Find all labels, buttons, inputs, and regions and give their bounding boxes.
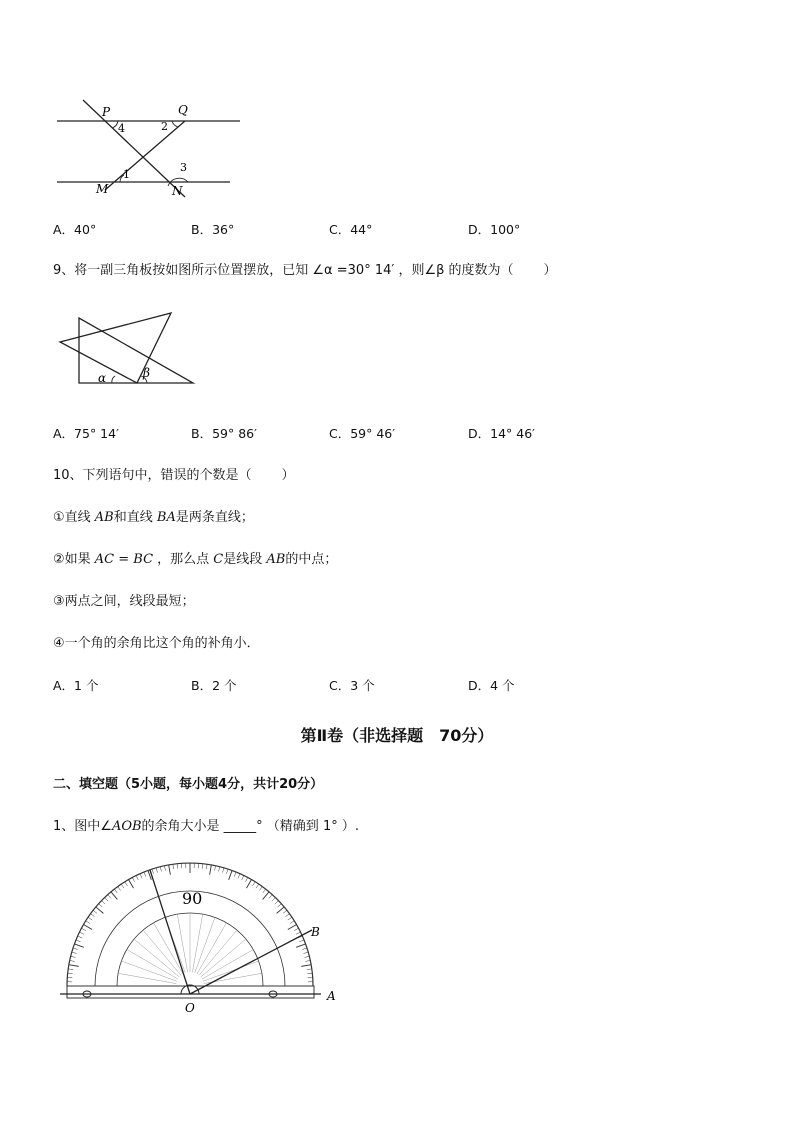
angle-1: 1 — [123, 168, 130, 181]
protractor-tick — [242, 875, 244, 879]
protractor-tick — [275, 901, 279, 904]
protractor-center-number: 90 — [182, 889, 203, 908]
label-beta: β — [143, 366, 150, 380]
protractor-tick — [81, 928, 85, 930]
protractor-tick — [90, 914, 94, 917]
protractor-tick — [307, 969, 312, 970]
protractor-tick — [296, 944, 305, 947]
protractor-tick — [105, 898, 108, 902]
protractor-tick — [259, 886, 262, 890]
protractor-tick — [102, 901, 106, 904]
q8-option-d[interactable]: D．100° — [468, 222, 521, 237]
protractor-tick — [177, 864, 178, 869]
protractor-tick — [79, 932, 83, 934]
protractor-tick — [111, 892, 117, 900]
q10-statement-4: ④一个角的余角比这个角的补角小． — [53, 636, 260, 651]
protractor-tick — [278, 904, 282, 907]
protractor-tick — [296, 932, 300, 934]
set-squares-figure — [55, 308, 200, 390]
protractor-tick — [129, 879, 134, 888]
protractor-tick — [234, 872, 236, 877]
protractor-tick — [144, 872, 146, 877]
protractor-tick — [219, 867, 220, 872]
q9-option-c[interactable]: C．59° 46′ — [329, 426, 396, 441]
protractor-tick — [76, 940, 81, 942]
q9-option-d[interactable]: D．14° 46′ — [468, 426, 535, 441]
protractor-guide-ray — [197, 923, 227, 974]
protractor-tick — [256, 884, 259, 888]
protractor-tick — [283, 910, 287, 913]
protractor-tick — [71, 956, 76, 957]
protractor-tick — [202, 864, 203, 869]
q8-option-b[interactable]: B．36° — [191, 222, 235, 237]
protractor-tick — [169, 865, 171, 875]
label-O: O — [185, 1001, 195, 1015]
protractor-tick — [229, 870, 232, 879]
protractor-tick — [304, 956, 309, 957]
section-heading: 二、填空题（5小题，每小题4分，共计20分） — [53, 777, 324, 792]
protractor-tick — [263, 889, 266, 893]
protractor-tick — [288, 925, 297, 930]
protractor-tick — [238, 874, 240, 879]
protractor-tick — [99, 904, 103, 907]
part-two-title: 第Ⅱ卷（非选择题 70分） — [300, 726, 494, 745]
protractor-guide-ray — [192, 914, 202, 972]
protractor-guide-ray — [154, 923, 184, 974]
q8-option-a[interactable]: A．40° — [53, 222, 97, 237]
q9-option-b[interactable]: B．59° 86′ — [191, 426, 257, 441]
protractor-guide-ray — [127, 950, 178, 980]
protractor-tick — [96, 907, 104, 913]
angle-2: 2 — [161, 120, 168, 133]
q9-option-a[interactable]: A．75° 14′ — [53, 426, 119, 441]
protractor-tick — [86, 921, 90, 924]
protractor-tick — [118, 886, 121, 890]
protractor-tick — [68, 969, 73, 970]
protractor-tick — [132, 877, 134, 881]
protractor-tick — [78, 936, 83, 938]
protractor-guide-ray — [134, 939, 179, 977]
protractor-tick — [307, 973, 312, 974]
protractor-tick — [277, 907, 285, 913]
protractor-tick — [302, 948, 307, 950]
protractor-guide-ray — [118, 973, 176, 983]
q10-option-a[interactable]: A．1 个 — [53, 678, 99, 693]
protractor-tick — [108, 895, 111, 899]
label-B: B — [311, 925, 320, 939]
angle-4: 4 — [118, 122, 125, 135]
protractor-tick — [156, 868, 157, 873]
protractor-guide-ray — [177, 914, 187, 972]
q10-stem: 10、下列语句中，错误的个数是（ ） — [53, 468, 295, 483]
protractor-guide-ray — [143, 930, 181, 975]
protractor-tick — [93, 910, 97, 913]
protractor-tick — [88, 917, 92, 920]
protractor-tick — [173, 864, 174, 869]
protractor-tick — [121, 884, 124, 888]
protractor-tick — [272, 898, 275, 902]
label-M: M — [96, 182, 109, 196]
protractor-tick — [136, 875, 138, 879]
protractor-tick — [247, 879, 252, 888]
protractor-tick — [303, 952, 308, 953]
protractor-tick — [68, 973, 73, 974]
protractor-tick — [223, 868, 224, 873]
angle-3: 3 — [180, 161, 187, 174]
protractor-guide-ray — [195, 917, 215, 972]
protractor-tick — [288, 917, 292, 920]
q10-statement-1: ①直线 AB和直线 BA是两条直线； — [53, 510, 254, 525]
protractor-tick — [245, 877, 247, 881]
protractor-guide-ray — [121, 961, 176, 981]
protractor-tick — [226, 869, 228, 874]
fill-question-1: 1、图中∠AOB的余角大小是 _____° （精确到 1° ）. — [53, 819, 359, 834]
protractor-tick — [72, 952, 77, 953]
q8-option-c[interactable]: C．44° — [329, 222, 373, 237]
label-alpha: α — [98, 371, 107, 385]
protractor-guide-ray — [201, 939, 246, 977]
protractor-guide-ray — [199, 930, 237, 975]
protractor-tick — [263, 892, 269, 900]
protractor-tick — [206, 864, 207, 869]
q10-option-c[interactable]: C．3 个 — [329, 678, 375, 693]
label-A: A — [327, 989, 336, 1003]
protractor-tick — [69, 965, 79, 967]
protractor-tick — [114, 889, 117, 893]
protractor-tick — [73, 948, 78, 950]
q10-statement-2: ②如果 AC = BC ，那么点 C是线段 AB的中点； — [53, 552, 338, 567]
protractor-figure — [55, 860, 345, 1020]
protractor-tick — [164, 866, 165, 871]
protractor-tick — [160, 867, 161, 872]
protractor-tick — [290, 921, 294, 924]
protractor-tick — [70, 960, 75, 961]
protractor-tick — [83, 925, 92, 930]
q10-option-d[interactable]: D．4 个 — [468, 678, 515, 693]
protractor-tick — [152, 869, 154, 874]
q10-option-b[interactable]: B．2 个 — [191, 678, 237, 693]
protractor-tick — [299, 940, 304, 942]
protractor-tick — [140, 874, 142, 879]
parallel-lines-figure — [50, 96, 250, 201]
protractor-tick — [285, 914, 289, 917]
protractor-tick — [74, 944, 83, 947]
protractor-tick — [253, 882, 256, 886]
protractor-tick — [269, 895, 272, 899]
protractor-guide-ray — [203, 961, 258, 981]
label-P: P — [102, 105, 111, 119]
q10-statement-3: ③两点之间，线段最短； — [53, 594, 195, 609]
label-Q: Q — [178, 103, 188, 117]
protractor-tick — [294, 928, 298, 930]
protractor-tick — [125, 882, 128, 886]
protractor-tick — [210, 865, 212, 875]
protractor-tick — [215, 866, 216, 871]
q9-stem: 9、将一副三角板按如图所示位置摆放，已知 ∠α =30° 14′ ，则∠β 的度数为（ ） — [53, 263, 557, 278]
protractor-tick — [305, 960, 310, 961]
protractor-tick — [301, 965, 311, 967]
label-N: N — [172, 184, 183, 198]
